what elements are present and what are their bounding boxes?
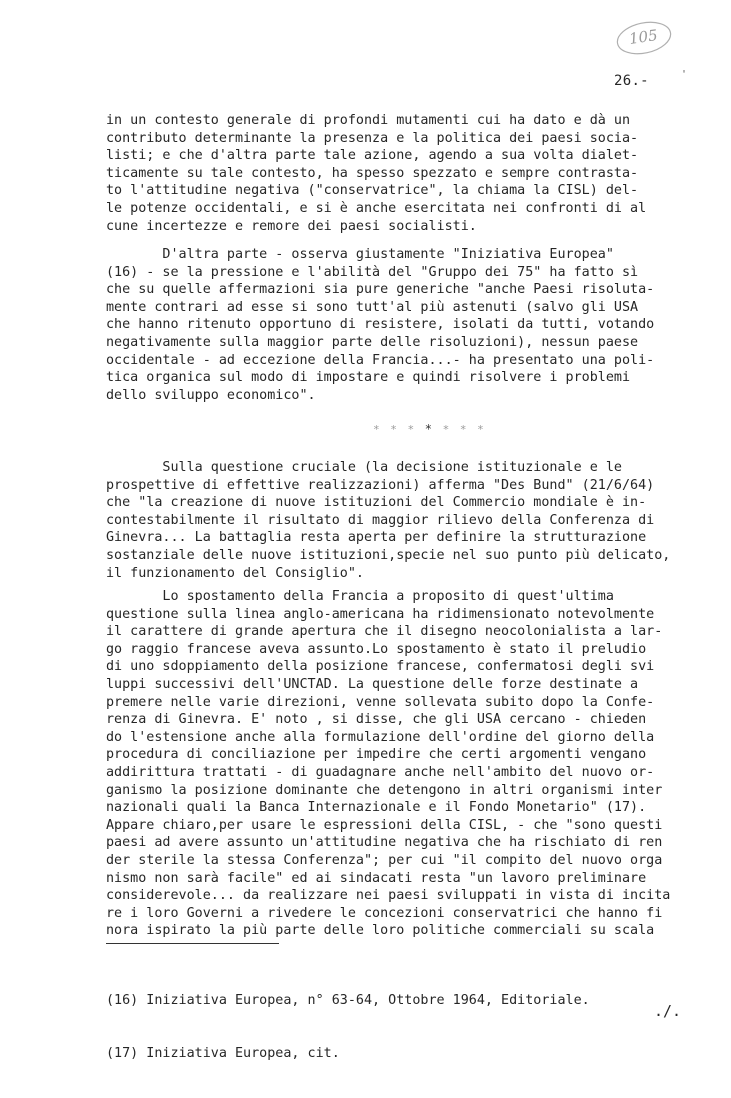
footnote-17: (17) Iniziativa Europea, cit.: [106, 1045, 340, 1061]
archive-stamp: [611, 18, 677, 58]
continuation-mark: ./.: [654, 1002, 682, 1020]
margin-tick: ': [681, 69, 688, 80]
footnote-divider: [106, 943, 279, 944]
separator-right: * * *: [442, 423, 486, 436]
paragraph-3: Sulla questione cruciale (la decisione istituzionale e le prospettive di effettive realizzazioni) afferma "Des Bund" (21/6/64) che "la creazione di nuove istituzioni del Commercio mondiale è in- contestabilmente il risultato di maggior rilievo della Conferenza di Ginevra... La battaglia resta aperta per definire la strutturazione sostanziale delle nuove istituzioni,specie nel suo punto più delicato, il funzionamento del Consiglio".: [106, 460, 671, 581]
paragraph-4: Lo spostamento della Francia a proposito di quest'ultima questione sulla linea anglo-americana ha ridimensionato notevolmente il carattere di grande apertura che il disegno neocolonialista a lar- go raggio francese aveva assunto.Lo spostamento è stato il preludio di uno sdoppiamento della posizione francese, confermatosi degli svi luppi successivi dell'UNCTAD. La questione delle forze destinate a premere nelle varie direzioni, venne sollevata subito dopo la Confe- renza di Ginevra. E' noto , si disse, che gli USA cercano - chieden do l'estensione anche alla formulazione dell'ordine del giorno della procedura di conciliazione per impedire che certi argomenti vengano addirittura trattati - di guadagnare anche nell'ambito del nuovo or- ganismo la posizione dominante che detengono in altri organismi inter nazionali quali la Banca Internazionale e il Fondo Monetario" (17). Appare chiaro,per usare le espressioni della CISL, - che "sono questi paesi ad avere assunto un'attitudine negativa che ha rischiato di ren der sterile la stessa Conferenza"; per cui "il compito del nuovo orga nismo non sarà facile" ed ai sindacati resta "un lavoro preliminare considerevole... da realizzare nei paesi sviluppati in vista di incita re i loro Governi a rivedere le concezioni conservatrici che hanno fi nora ispirato la più parte delle loro politiche commerciali su scala: [106, 589, 671, 939]
page-number: 26.-: [614, 73, 649, 89]
separator-left: * * *: [373, 423, 417, 436]
footnote-16: (16) Iniziativa Europea, n° 63-64, Ottobre 1964, Editoriale.: [106, 993, 590, 1009]
paragraph-1: in un contesto generale di profondi mutamenti cui ha dato e dà un contributo determinante la presenza e la politica dei paesi socia- listi; e che d'altra parte tale azione, agendo a sua volta dialet- ticamente su tale contesto, ha spesso spezzato e sempre contrasta- to l'attitudine negativa ("conservatrice", la chiama la CISL) del- le potenze occidentali, e si è anche esercitata nei confronti di al cune incertezze e remore dei paesi socialisti.: [106, 113, 647, 234]
separator-star: *: [424, 422, 434, 436]
archive-stamp-number: 105: [627, 26, 659, 48]
paragraph-2: D'altra parte - osserva giustamente "Iniziativa Europea" (16) - se la pressione e l'abilità del "Gruppo dei 75" ha fatto sì che su quelle affermazioni sia pure generiche "anche Paesi risoluta- mente contrari ad esse si sono tutt'al più astenuti (salvo gli USA che hanno ritenuto opportuno di resistere, isolati da tutti, votando negativamente sulla maggior parte delle risoluzioni), nessun paese occidentale - ad eccezione della Francia...- ha presentato una poli- tica organica sul modo di impostare e quindi risolvere i problemi dello sviluppo economico".: [106, 247, 655, 403]
section-separator: [373, 422, 486, 436]
footnotes: [106, 957, 666, 1098]
